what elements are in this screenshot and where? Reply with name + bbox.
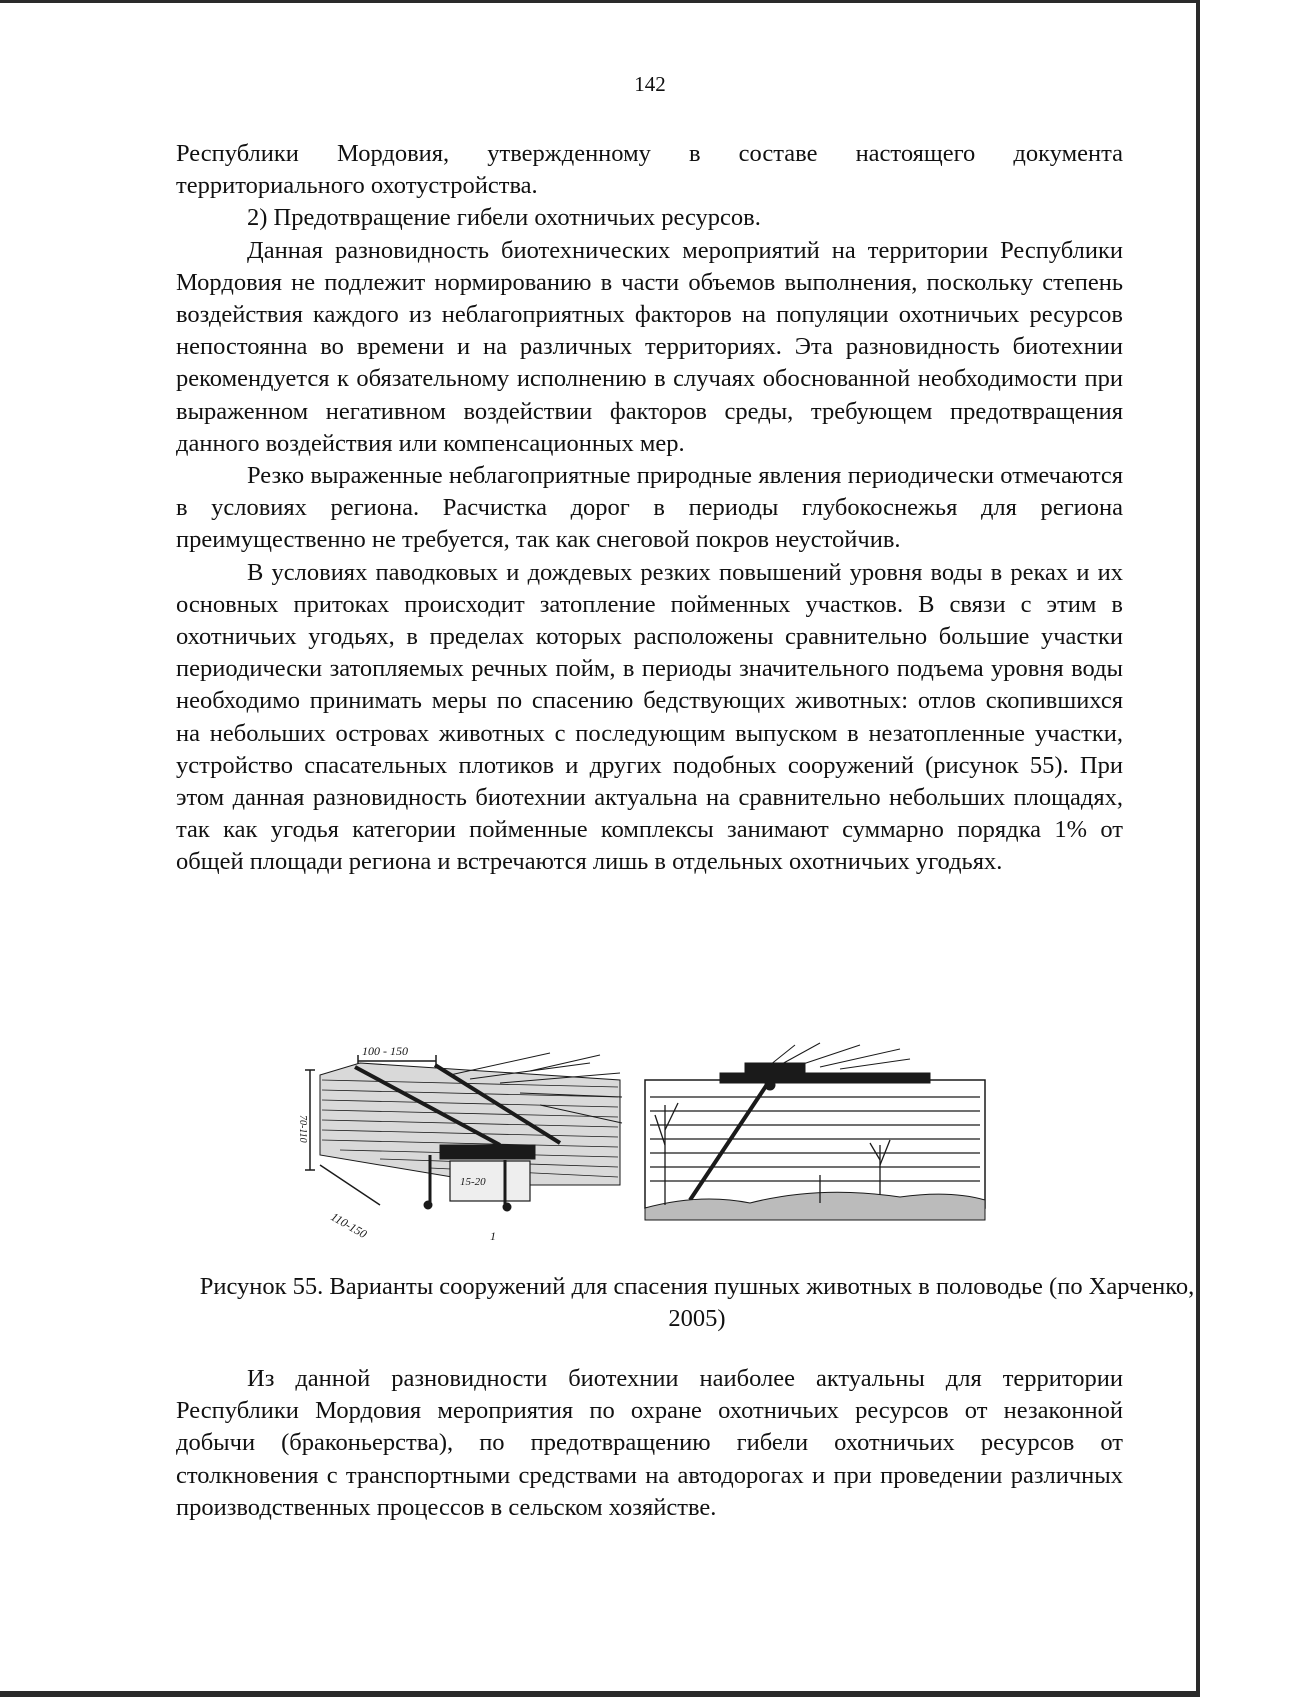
figure-caption: Рисунок 55. Варианты сооружений для спасения пушных животных в половодье (по Харченко, 2005) [199, 1273, 1195, 1332]
paragraph: 2) Предотвращение гибели охотничьих ресурсов. [247, 204, 761, 232]
figure-panel-label: 1 [490, 1229, 496, 1243]
dimension-label-top: 100 - 150 [362, 1044, 408, 1058]
body-text-bottom [176, 1363, 1123, 1524]
dimension-label-left: 70-110 [297, 1115, 308, 1143]
paragraph: Из данной разновидности биотехнии наиболее актуальны для территории Республики Мордовия мероприятия по охране охотничьих ресурсов от незаконной добычи (браконьерства), по предотвращению гибели охотничьих ресурсов от столкновения с транспортными средствами на автодорогах и при проведении различных производственных процессов в сельском хозяйстве. [176, 1365, 1123, 1521]
floating-raft-drawing [645, 1043, 985, 1220]
figure-rescue-structures [297, 1035, 1000, 1245]
paragraph: Республики Мордовия, утвержденному в составе настоящего документа территориального охотустройства. [176, 140, 1123, 200]
paragraph: В условиях паводковых и дождевых резких повышений уровня воды в реках и их основных притоках происходит затопление пойменных участков. В связи с этим в охотничьих угодьях, в пределах которых расположены сравнительно большие участки периодически затопляемых речных пойм, в периоды значительного подъема уровня воды необходимо принимать меры по спасению бедствующих животных: отлов скопившихся на небольших островах животных с последующим выпуском в незатопленные участки, устройство спасательных плотиков и других подобных сооружений (рисунок 55). При этом данная разновидность биотехнии актуальна на сравнительно небольших площадях, так как угодья категории пойменные комплексы занимают суммарно порядка 1% от общей площади региона и встречаются лишь в отдельных охотничьих угодьях. [176, 558, 1123, 876]
dimension-label-inner: 15-20 [460, 1176, 486, 1188]
dimension-label-side: 110-150 [328, 1209, 370, 1242]
page-number: 142 [634, 72, 666, 96]
body-text-top [176, 138, 1123, 879]
figure-illustration [297, 1035, 1000, 1245]
paragraph: Данная разновидность биотехнических мероприятий на территории Республики Мордовия не подлежит нормированию в части объемов выполнения, поскольку степень воздействия каждого из неблагоприятных факторов на популяции охотничьих ресурсов непостоянна во времени и на различных территориях. Эта разновидность биотехнии рекомендуется к обязательному исполнению в случаях обоснованной необходимости при выраженном негативном воздействии факторов среды, требующем предотвращения данного воздействия или компенсационных мер. [176, 236, 1123, 457]
paragraph: Резко выраженные неблагоприятные природные явления периодически отмечаются в условиях региона. Расчистка дорог в периоды глубокоснежья для региона преимущественно не требуется, так как снеговой покров неустойчив. [176, 462, 1123, 554]
